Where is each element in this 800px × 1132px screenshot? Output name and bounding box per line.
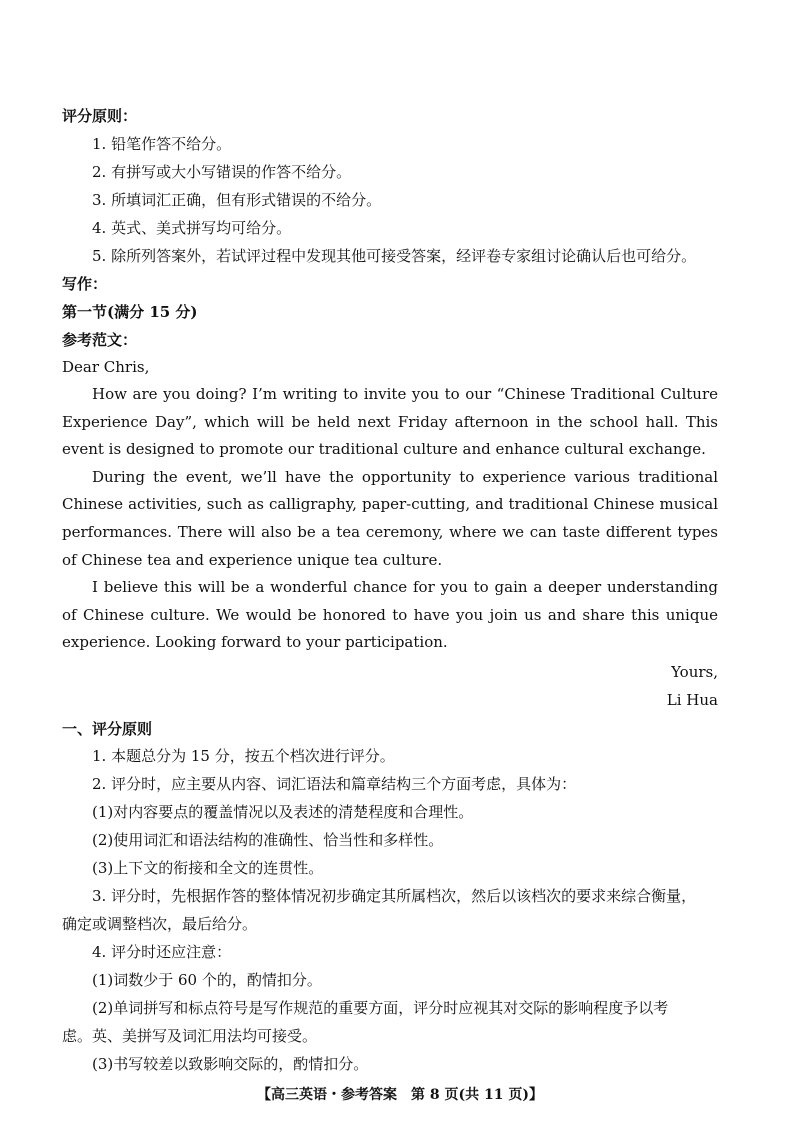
scoring-line: 虑。英、美拼写及词汇用法均可接受。 (62, 1027, 318, 1045)
section-heading: 第一节(满分 15 分) (62, 303, 198, 321)
letter-body (62, 381, 718, 657)
scoring-rules-writing-title: 一、评分原则 (62, 720, 153, 738)
scoring-line: 3. 评分时，先根据作答的整体情况初步确定其所属档次，然后以该档次的要求来综合衡量， (92, 887, 697, 905)
letter-paragraph: During the event, we’ll have the opportunity to experience various traditional Chinese activities, such as calligraphy, paper-cutting, and traditional Chinese musical performances. There will also be a tea ceremony, where we can taste different types of Chinese tea and experience unique tea culture. (62, 467, 718, 569)
scoring-line: (1)对内容要点的覆盖情况以及表述的清楚程度和合理性。 (92, 803, 474, 821)
scoring-line: (2)单词拼写和标点符号是写作规范的重要方面，评分时应视其对交际的影响程度予以考 (92, 999, 669, 1017)
letter-closing: Yours, (671, 663, 718, 681)
scoring-line: (3)上下文的衔接和全文的连贯性。 (92, 859, 324, 877)
page-footer: 【高三英语・参考答案 第 8 页(共 11 页)】 (257, 1087, 543, 1103)
scoring-line: (3)书写较差以致影响交际的，酌情扣分。 (92, 1055, 369, 1073)
rule-item: 5. 除所列答案外，若试评过程中发现其他可接受答案，经评卷专家组讨论确认后也可给分。 (92, 247, 697, 265)
scoring-line: 1. 本题总分为 15 分，按五个档次进行评分。 (92, 747, 395, 765)
writing-heading: 写作： (62, 275, 108, 293)
scoring-line: (2)使用词汇和语法结构的准确性、恰当性和多样性。 (92, 831, 444, 849)
scoring-line: 2. 评分时，应主要从内容、词汇语法和篇章结构三个方面考虑，具体为： (92, 775, 577, 793)
sample-label: 参考范文： (62, 331, 138, 349)
letter-paragraph: I believe this will be a wonderful chance for you to gain a deeper understanding of Chinese culture. We would be honored to have you join us and share this unique experience. Looking forward to your participation. (62, 578, 718, 652)
scoring-line: 确定或调整档次，最后给分。 (62, 915, 258, 933)
rule-item: 4. 英式、美式拼写均可给分。 (92, 219, 292, 237)
letter-signature: Li Hua (666, 691, 718, 709)
scoring-line: 4. 评分时还应注意： (92, 943, 232, 961)
scoring-rules-fill-title: 评分原则： (62, 107, 138, 125)
rule-item: 2. 有拼写或大小写错误的作答不给分。 (92, 163, 352, 181)
letter-greeting: Dear Chris, (62, 358, 150, 376)
rule-item: 1. 铅笔作答不给分。 (92, 135, 232, 153)
rule-item: 3. 所填词汇正确，但有形式错误的不给分。 (92, 191, 382, 209)
scoring-line: (1)词数少于 60 个的，酌情扣分。 (92, 971, 322, 989)
letter-paragraph: How are you doing? I’m writing to invite you to our “Chinese Traditional Culture Experience Day”, which will be held next Friday afternoon in the school hall. This event is designed to promote our traditional culture and enhance cultural exchange. (62, 385, 718, 459)
